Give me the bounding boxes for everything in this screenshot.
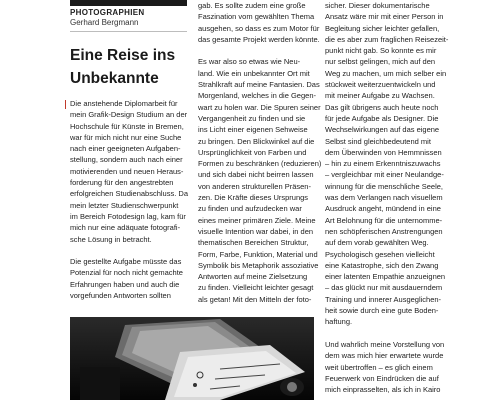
text-line: Morgenland, welches in die Gegen- <box>198 91 316 101</box>
text-line: Es war also so etwas wie Neu- <box>198 57 301 67</box>
text-line: Potenzial für noch nicht gemachte <box>70 268 183 278</box>
text-line: motivierenden und neuen Heraus- <box>70 166 184 176</box>
text-line: im Bereich Fotodesign lag, kam für <box>70 211 186 221</box>
text-line: – hin zu einem Erkenntniszuwachs <box>325 159 441 169</box>
text-line: nach einer geeigneten Aufgaben- <box>70 144 181 154</box>
text-line: punkt nicht gab. So konnte es mir <box>325 46 437 56</box>
text-line: einer latenten Empathie anzueignen <box>325 272 446 282</box>
article-title-line-2: Unbekannte <box>70 70 159 87</box>
text-line: zu finden und aufzudecken war <box>198 204 302 214</box>
text-line: nur selbst gelingen, mich auf den <box>325 57 436 67</box>
text-line: Art Belohnung für die unternomme- <box>325 215 443 225</box>
text-line: vorgefunden Antworten sollten <box>70 291 171 301</box>
article-title <box>70 44 195 90</box>
text-line: Ursprünglichkeit von Farben und <box>198 147 307 157</box>
text-line: eines meiner primären Ziele. Meine <box>198 215 316 225</box>
text-line: sche Lösung in betracht. <box>70 234 152 244</box>
column-3-paragraph-1 <box>325 0 449 328</box>
section-top-bar <box>70 0 187 6</box>
text-line: Weg zu machen, um mich selber ein <box>325 68 447 78</box>
text-line: zu finden. Vielleicht leichter gesagt <box>198 283 314 293</box>
text-line: auf dem vorab gewählten Weg. <box>325 238 429 248</box>
text-line: erfolgreichen Studienabschluss. Da <box>70 189 188 199</box>
text-line: Strahlkraft auf meine Fantasien. Das <box>198 80 320 90</box>
text-line: Formen zu beschränken (reduzieren) <box>198 159 322 169</box>
column-2-paragraph-1 <box>198 0 320 45</box>
article-title-line-1: Eine Reise ins <box>70 47 176 64</box>
text-line: eine Katastrophe, sich den Zwang <box>325 260 439 270</box>
section-category: PHOTOGRAPHIEN <box>70 8 145 17</box>
text-line: Hochschule für Künste in Bremen, <box>70 121 184 131</box>
text-line: Vergangenheit zu finden und sie <box>198 113 306 123</box>
text-line: Die anstehende Diplomarbeit für <box>70 99 178 108</box>
text-line: Ansatz wäre mir mit einer Person in <box>325 12 444 22</box>
text-line: Psychologisch gesehen vielleicht <box>325 249 435 259</box>
text-line: weit übertroffen – es glich einem <box>325 362 433 372</box>
text-line: Symbolik bis Metaphorik assoziative <box>198 260 319 270</box>
paragraph-accent-bar <box>65 100 66 109</box>
text-line: Selbst sind gleichbedeutend mit <box>325 136 431 146</box>
text-line: zen. Die Kräfte dieses Ursprungs <box>198 193 309 203</box>
text-line: dem Überwinden von Hemmnissen <box>325 147 442 157</box>
author-name: Gerhard Bergmann <box>70 18 139 27</box>
text-line: Ausdruck angeht, mündend in eine <box>325 204 441 214</box>
text-line: als getan! Mit den Mitteln der foto- <box>198 294 312 304</box>
text-line: mich einprasselten, als ich in Kairo <box>325 385 441 395</box>
text-line: von anderen strukturellen Präsen- <box>198 181 311 191</box>
text-column-1 <box>70 98 190 301</box>
text-line: heit sowie durch eine gute Boden- <box>325 306 439 316</box>
text-line: und sich dabei nicht beirren lassen <box>198 170 314 180</box>
text-line: für jede Aufgabe als Designer. Die <box>325 113 439 123</box>
header-divider <box>70 31 187 32</box>
column-1-paragraph-2 <box>70 256 190 301</box>
text-line: visuelle Intention war dabei, in den <box>198 226 314 236</box>
text-line: dem was mich hier erwartete wurde <box>325 351 444 361</box>
article-photo <box>70 317 314 400</box>
text-line: haftung. <box>325 317 353 327</box>
text-line: land. Wie ein unbekannter Ort mit <box>198 68 310 78</box>
text-line: mich nur eine adäquate fotografi- <box>70 223 181 233</box>
text-line: Wechselwirkungen auf das eigene <box>325 125 440 135</box>
text-line: die es aber zum fraglichen Reisezeit- <box>325 34 449 44</box>
text-column-2 <box>198 0 322 305</box>
text-line: – vergleichbar mit einer Neulandge- <box>325 170 444 180</box>
text-line: wart zu holen war. Die Spuren seiner <box>198 102 321 112</box>
text-line: Form, Farbe, Funktion, Material und <box>198 249 318 259</box>
text-line: zu bringen. Den Blickwinkel auf die <box>198 136 315 146</box>
text-line: Das gilt übrigens auch heute noch <box>325 102 439 112</box>
column-3-paragraph-2 <box>325 339 443 395</box>
text-line: Die gestellte Aufgabe müsste das <box>70 257 182 267</box>
text-line: Training und innerer Ausgeglichen- <box>325 294 442 304</box>
text-line: winnung für die menschliche Seele, <box>325 181 443 191</box>
text-line: Und wahrlich meine Vorstellung von <box>325 339 445 349</box>
photo-graphic <box>70 317 314 400</box>
text-line: Faszination vom gewählten Thema <box>198 12 315 22</box>
text-line: gab. Es sollte zudem eine große <box>198 1 306 10</box>
text-line: Erfahrungen haben und auch die <box>70 279 180 289</box>
text-line: sicher. Dieser dokumentarische <box>325 1 430 10</box>
text-line: thematischen Bereichen Struktur, <box>198 238 309 248</box>
text-line: Feuerwerk von Eindrücken die auf <box>325 373 439 383</box>
text-line: Antworten auf meine Zielsetzung <box>198 272 308 282</box>
text-line: das gesamte Projekt werden könnte. <box>198 34 320 44</box>
text-line: Begleitung sicher leichter gefallen, <box>325 23 440 33</box>
text-line: forderung für den angestrebten <box>70 178 174 188</box>
text-line: mit meiner Aufgabe zu Wachsen. <box>325 91 435 101</box>
text-line: stückweit weiterzuentwickeln und <box>325 80 436 90</box>
column-1-paragraph-1 <box>70 98 190 245</box>
text-line: mein letzter Studienschwerpunkt <box>70 200 179 210</box>
column-2-paragraph-2 <box>198 56 322 305</box>
text-line: war für mich nicht nur eine Suche <box>70 132 182 142</box>
text-line: ausgehen, so dass es zum Motor für <box>198 23 320 33</box>
text-line: ins Licht einer eigenen Sehweise <box>198 125 308 135</box>
text-line: mein Grafik-Design Studium an der <box>70 110 188 120</box>
text-line: nen schöpferischen Anstrengungen <box>325 226 443 236</box>
text-line: stellung, sondern auch nach einer <box>70 155 183 165</box>
text-line: – das glückt nur mit ausdauerndem <box>325 283 443 293</box>
text-column-3 <box>325 0 449 395</box>
text-line: was dem Verlangen nach visuellem <box>325 193 443 203</box>
